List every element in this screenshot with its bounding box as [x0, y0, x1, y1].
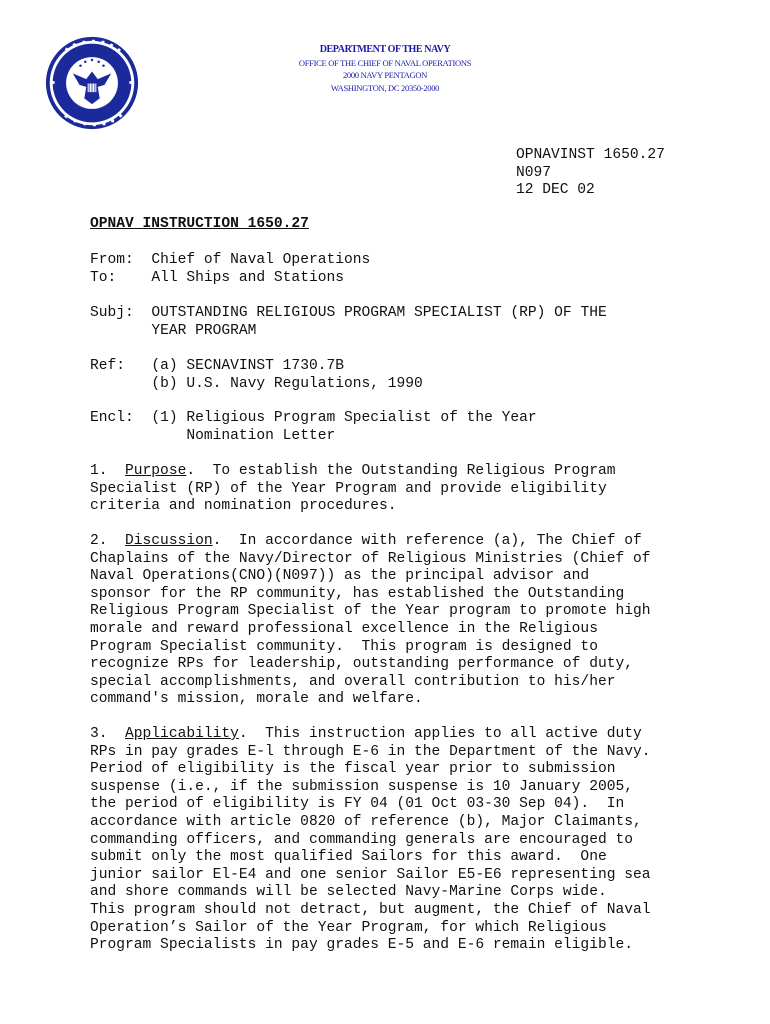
section-applicability	[90, 726, 651, 955]
body-line: junior sailor El-E4 and one senior Sailor E5-E6 representing sea	[90, 866, 651, 883]
section-lead: . This instruction applies to all active duty	[238, 726, 642, 742]
to-value: All Ships and Stations	[151, 269, 344, 286]
encl-1-line-2: Nomination Letter	[186, 427, 336, 444]
address-line-2: WASHINGTON, DC 20350-2000	[330, 82, 440, 93]
section-heading: Applicability	[125, 726, 239, 742]
body-line: sponsor for the RP community, has established the Outstanding	[90, 585, 625, 602]
section-number: 3.	[90, 726, 126, 742]
body-line: submit only the most qualified Sailors for this award. One	[90, 849, 607, 866]
subj-label: Subj:	[90, 305, 134, 321]
section-lead: . In accordance with reference (a), The Chief of	[212, 533, 642, 549]
letterhead	[150, 44, 620, 94]
subject-block	[90, 305, 607, 340]
encl-1-line-1: (1) Religious Program Specialist of the Year	[151, 410, 537, 426]
body-line: special accomplishments, and overall contribution to his/her	[90, 673, 616, 690]
body-line: Operation’s Sailor of the Year Program, for which Religious	[90, 919, 607, 936]
ref-b: (b) U.S. Navy Regulations, 1990	[151, 375, 423, 392]
body-line: Naval Operations(CNO)(N097)) as the principal advisor and	[90, 568, 590, 585]
instruction-number: OPNAVINST 1650.27	[516, 147, 665, 163]
section-heading: Purpose	[125, 463, 187, 479]
encl-label: Encl:	[90, 410, 134, 426]
subj-line-1: OUTSTANDING RELIGIOUS PROGRAM SPECIALIST (RP) OF THE	[151, 305, 607, 321]
dod-seal-icon	[44, 35, 140, 131]
identification-block	[516, 147, 665, 200]
from-to-block	[90, 252, 370, 287]
body-line: Specialist (RP) of the Year Program and provide eligibility	[90, 480, 607, 497]
body-line: the period of eligibility is FY 04 (01 Oct 03-30 Sep 04). In	[90, 796, 625, 813]
from-value: Chief of Naval Operations	[151, 252, 371, 268]
subj-line-2: YEAR PROGRAM	[151, 322, 257, 339]
originator-code: N097	[516, 164, 552, 181]
body-line: This program should not detract, but augment, the Chief of Naval	[90, 901, 651, 918]
ref-a: (a) SECNAVINST 1730.7B	[151, 358, 344, 374]
body-line: Chaplains of the Navy/Director of Religious Ministries (Chief of	[90, 550, 651, 567]
body-line: suspense (i.e., if the submission suspense is 10 January 2005,	[90, 778, 633, 795]
body-line: RPs in pay grades E-l through E-6 in the Department of the Navy.	[90, 743, 651, 760]
body-line: criteria and nomination procedures.	[90, 498, 397, 515]
from-label: From:	[90, 252, 134, 268]
body-line: accordance with article 0820 of reference (b), Major Claimants,	[90, 813, 642, 830]
section-heading: Discussion	[125, 533, 213, 549]
body-line: command's mission, morale and welfare.	[90, 691, 423, 708]
body-line: morale and reward professional excellence in the Religious	[90, 620, 598, 637]
enclosure-block	[90, 410, 537, 445]
document-title: OPNAV INSTRUCTION 1650.27	[90, 216, 309, 232]
office-name: OFFICE OF THE CHIEF OF NAVAL OPERATIONS	[298, 57, 472, 68]
ref-label: Ref:	[90, 358, 126, 374]
address-line-1: 2000 NAVY PENTAGON	[342, 70, 428, 80]
department-name: DEPARTMENT OF THE NAVY	[319, 44, 451, 55]
section-purpose	[90, 463, 615, 516]
section-number: 1.	[90, 463, 126, 479]
body-line: and shore commands will be selected Navy-Marine Corps wide.	[90, 884, 607, 901]
body-line: Program Specialists in pay grades E-5 and E-6 remain eligible.	[90, 937, 633, 954]
body-line: recognize RPs for leadership, outstanding performance of duty,	[90, 656, 633, 673]
section-number: 2.	[90, 533, 126, 549]
section-lead: . To establish the Outstanding Religious Program	[186, 463, 616, 479]
to-label: To:	[90, 269, 117, 286]
body-line: Period of eligibility is the fiscal year prior to submission	[90, 761, 616, 778]
document-date: 12 DEC 02	[516, 182, 595, 199]
section-discussion	[90, 533, 651, 709]
body-line: Religious Program Specialist of the Year program to promote high	[90, 603, 651, 620]
body-line: Program Specialist community. This program is designed to	[90, 638, 598, 655]
references-block	[90, 358, 423, 393]
body-line: commanding officers, and commanding generals are encouraged to	[90, 831, 633, 848]
